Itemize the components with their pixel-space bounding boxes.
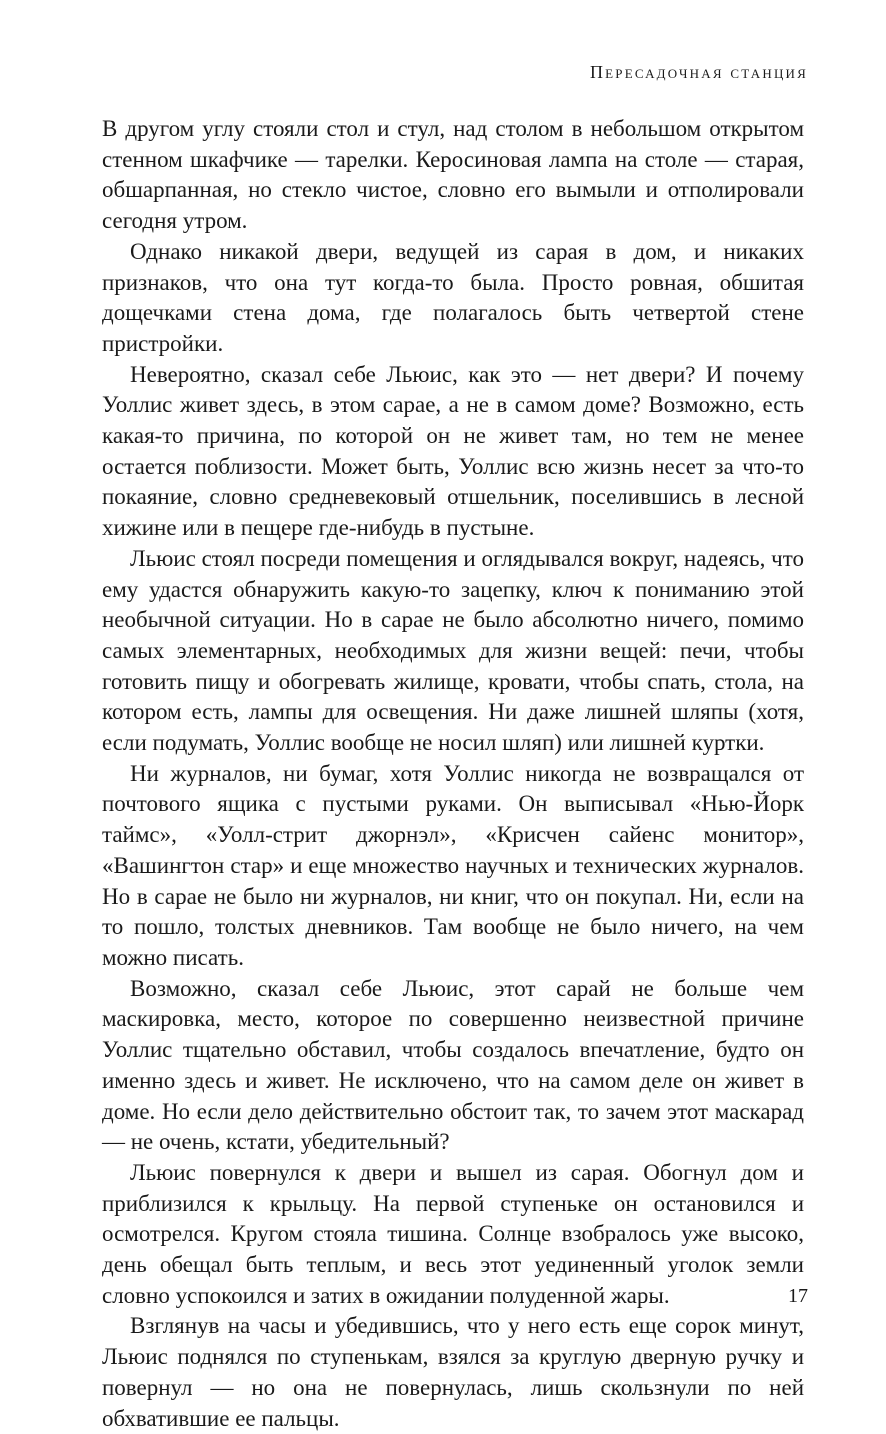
paragraph: Ни журналов, ни бумаг, хотя Уоллис никогда не возвращался от почтового ящика с пустыми руками. Он выписывал «Нью-Йорк таймс», «Уолл-стрит джорнэл», «Крисчен сайенс монитор», «Вашингтон стар» и еще множество научных и технических журналов. Но в сарае не было ни журналов, ни книг, что он покупал. Ни, если на то пошло, толстых дневников. Там вообще не было ничего, на чем можно писать.	[102, 760, 804, 970]
paragraph: Возможно, сказал себе Льюис, этот сарай не больше чем маскировка, место, которое по совершенно неизвестной причине Уоллис тщательно обставил, чтобы создалось впечатление, будто он именно здесь и живет. Не исключено, что на самом деле он живет в доме. Но если дело действительно обстоит так, то зачем этот маскарад — не очень, кстати, убедительный?	[102, 975, 804, 1155]
paragraph: Льюис стоял посреди помещения и оглядывался вокруг, надеясь, что ему удастся обнаружить какую-то зацепку, ключ к пониманию этой необычной ситуации. Но в сарае не было абсолютно ничего, помимо самых элементарных, необходимых для жизни вещей: печи, чтобы готовить пищу и обогревать жилище, кровати, чтобы спать, стола, на котором есть, лампы для освещения. Ни даже лишней шляпы (хотя, если подумать, Уоллис вообще не носил шляп) или лишней куртки.	[102, 545, 804, 756]
body-text	[102, 114, 804, 1434]
page-number: 17	[788, 1285, 808, 1307]
paragraph: Однако никакой двери, ведущей из сарая в дом, и никаких признаков, что она тут когда-то была. Просто ровная, обшитая дощечками стена дома, где полагалось быть четвертой стене пристройки.	[102, 238, 804, 356]
paragraph: Льюис повернулся к двери и вышел из сарая. Обогнул дом и приблизился к крыльцу. На первой ступеньке он остановился и осмотрелся. Кругом стояла тишина. Солнце взобралось уже высоко, день обещал быть теплым, и весь этот уединенный уголок земли словно успокоился и затих в ожидании полуденной жары.	[102, 1159, 804, 1308]
paragraph: Взглянув на часы и убедившись, что у него есть еще сорок минут, Льюис поднялся по ступенькам, взялся за круглую дверную ручку и повернул — но она не повернулась, лишь скользнули по ней обхватившие ее пальцы.	[102, 1313, 804, 1431]
paragraph: Невероятно, сказал себе Льюис, как это — нет двери? И почему Уоллис живет здесь, в этом сарае, а не в самом доме? Возможно, есть какая-то причина, по которой он не живет там, но тем не менее остается поблизости. Может быть, Уоллис всю жизнь несет за что-то покаяние, словно средневековый отшельник, поселившись в лесной хижине или в пещере где-нибудь в пустыне.	[102, 361, 804, 541]
running-head-title: Пересадочная станция	[589, 62, 808, 82]
paragraph: В другом углу стояли стол и стул, над столом в небольшом открытом стенном шкафчике — тарелки. Керосиновая лампа на столе — старая, обшарпанная, но стекло чистое, словно его вымыли и отполировали сегодня утром.	[102, 116, 804, 234]
